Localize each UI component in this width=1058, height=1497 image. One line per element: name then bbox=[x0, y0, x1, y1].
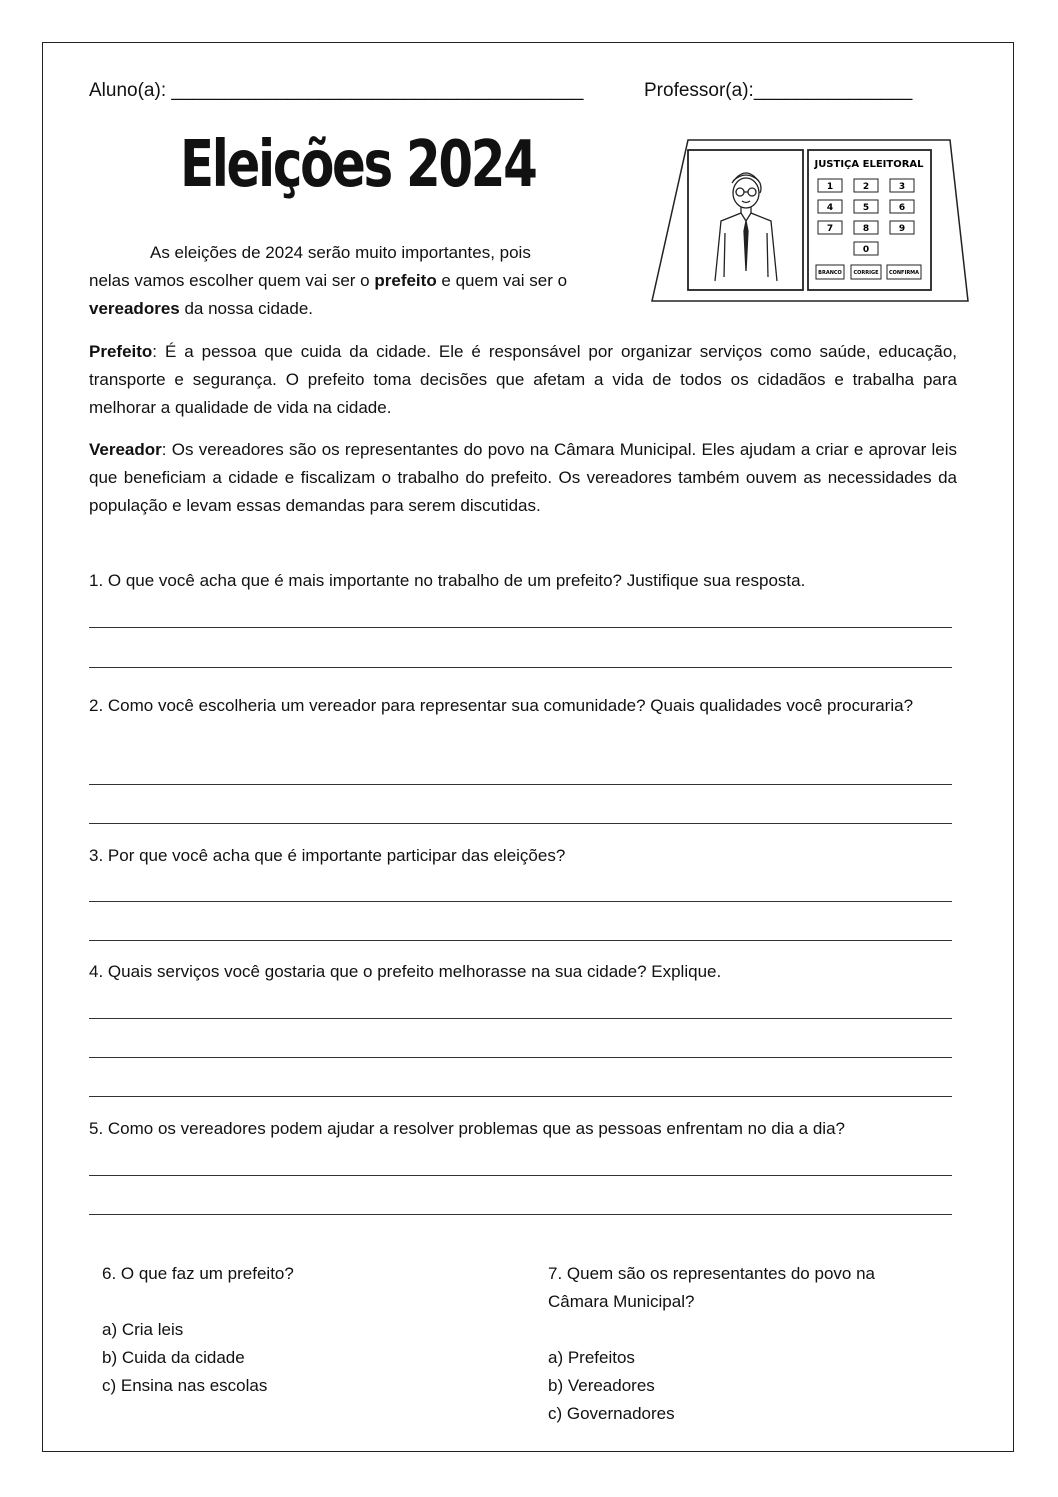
vereador-definition: Vereador: Os vereadores são os representantes do povo na Câmara Municipal. Eles ajudam a criar e aprovar leis que beneficiam a cidade e fiscalizam o trabalho do prefeito. Os vereadores também ouvem as necessidades da população e levam essas demandas para serem discutidas. bbox=[89, 440, 957, 515]
student-blank-line: _______________________________________ bbox=[171, 80, 584, 101]
intro-line-3: vereadores da nossa cidade. bbox=[89, 299, 313, 318]
svg-text:CONFIRMA: CONFIRMA bbox=[888, 270, 920, 276]
svg-text:CORRIGE: CORRIGE bbox=[853, 270, 879, 276]
question-2: 2. Como você escolheria um vereador para representar sua comunidade? Quais qualidades você procuraria? bbox=[89, 696, 914, 715]
page-title: Eleições 2024 bbox=[180, 128, 536, 202]
student-label: Aluno(a): bbox=[89, 80, 172, 101]
student-name-field[interactable] bbox=[89, 80, 583, 102]
svg-text:6: 6 bbox=[898, 203, 906, 213]
svg-text:9: 9 bbox=[898, 224, 906, 234]
question-1: 1. O que você acha que é mais importante no trabalho de um prefeito? Justifique sua resposta. bbox=[89, 571, 806, 590]
answer-line[interactable] bbox=[89, 1214, 952, 1215]
answer-line[interactable] bbox=[89, 784, 952, 785]
answer-line[interactable] bbox=[89, 627, 952, 628]
question-7-line-1: 7. Quem são os representantes do povo na bbox=[548, 1264, 875, 1283]
voting-machine-illustration bbox=[650, 137, 970, 303]
question-5: 5. Como os vereadores podem ajudar a resolver problemas que as pessoas enfrentam no dia a dia? bbox=[89, 1119, 845, 1138]
answer-line[interactable] bbox=[89, 901, 952, 902]
svg-text:2: 2 bbox=[862, 182, 870, 192]
intro-line-2: nelas vamos escolher quem vai ser o prefeito e quem vai ser o bbox=[89, 271, 568, 290]
svg-text:BRANCO: BRANCO bbox=[818, 270, 842, 276]
prefeito-definition: Prefeito: É a pessoa que cuida da cidade. Ele é responsável por organizar serviços como saúde, educação, transporte e segurança. O prefeito toma decisões que afetam a vida de todos os cidadãos e trabalha para melhorar a qualidade de vida na cidade. bbox=[89, 342, 957, 417]
answer-line[interactable] bbox=[89, 1175, 952, 1176]
answer-line[interactable] bbox=[89, 940, 952, 941]
svg-text:3: 3 bbox=[898, 182, 906, 192]
q6-option-a[interactable]: a) Cria leis bbox=[102, 1320, 184, 1339]
svg-text:1: 1 bbox=[826, 182, 834, 192]
svg-text:7: 7 bbox=[826, 224, 834, 234]
question-4: 4. Quais serviços você gostaria que o prefeito melhorasse na sua cidade? Explique. bbox=[89, 962, 722, 981]
q7-option-b[interactable]: b) Vereadores bbox=[548, 1376, 655, 1395]
svg-text:4: 4 bbox=[826, 203, 834, 213]
q7-option-a[interactable]: a) Prefeitos bbox=[548, 1348, 635, 1367]
q6-option-b[interactable]: b) Cuida da cidade bbox=[102, 1348, 245, 1367]
teacher-blank-line: _______________ bbox=[753, 80, 913, 101]
question-6: 6. O que faz um prefeito? bbox=[102, 1264, 294, 1283]
question-3: 3. Por que você acha que é importante participar das eleições? bbox=[89, 846, 566, 865]
answer-line[interactable] bbox=[89, 1057, 952, 1058]
q7-option-c[interactable]: c) Governadores bbox=[548, 1404, 675, 1423]
question-7-line-2: Câmara Municipal? bbox=[548, 1292, 695, 1311]
intro-line-1: As eleições de 2024 serão muito importantes, pois bbox=[150, 243, 531, 262]
answer-line[interactable] bbox=[89, 667, 952, 668]
urna-action-buttons bbox=[816, 265, 921, 279]
urna-panel-title: JUSTIÇA ELEITORAL bbox=[814, 159, 924, 170]
svg-text:5: 5 bbox=[862, 203, 870, 213]
answer-line[interactable] bbox=[89, 1018, 952, 1019]
svg-text:0: 0 bbox=[862, 245, 870, 255]
answer-line[interactable] bbox=[89, 823, 952, 824]
svg-text:8: 8 bbox=[862, 224, 870, 234]
teacher-label: Professor(a): bbox=[644, 80, 754, 101]
teacher-name-field[interactable] bbox=[644, 80, 912, 102]
q6-option-c[interactable]: c) Ensina nas escolas bbox=[102, 1376, 268, 1395]
answer-line[interactable] bbox=[89, 1096, 952, 1097]
